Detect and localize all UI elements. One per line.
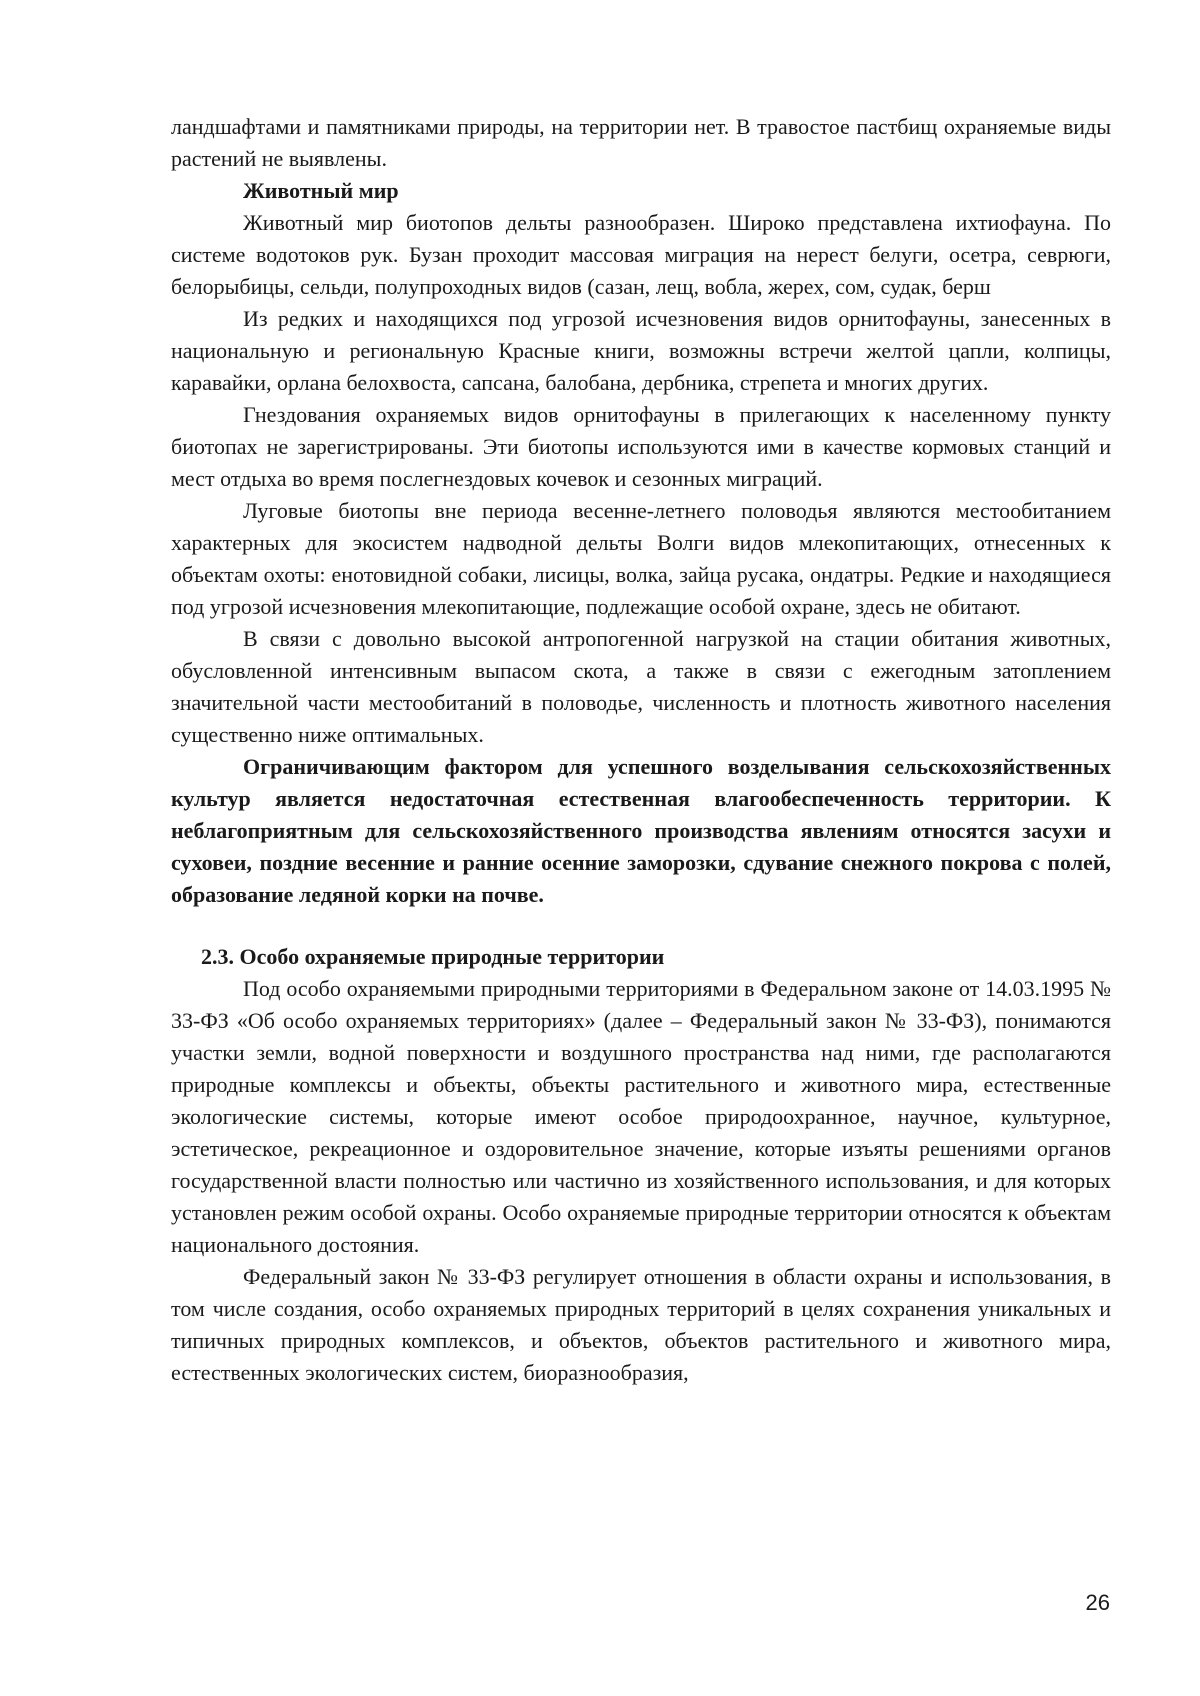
paragraph-limiting-factor: Ограничивающим фактором для успешного возделывания сельскохозяйственных культур является недостаточная естественная влагообеспеченность территории. К неблагоприятным для сельскохозяйственного производства явлениям относятся засухи и суховеи, поздние весенние и ранние осенние заморозки, сдувание снежного покрова с полей, образование ледяной корки на почве. bbox=[171, 754, 1111, 907]
paragraph-fauna-4: Луговые биотопы вне периода весенне-летнего половодья являются местообитанием характерных для экосистем надводной дельты Волги видов млекопитающих, отнесенных к объектам охоты: енотовидной собаки, лисицы, волка, зайца русака, ондатры. Редкие и находящиеся под угрозой исчезновения млекопитающие, подлежащие особой охране, здесь не обитают. bbox=[171, 498, 1111, 619]
paragraph-fauna-5: В связи с довольно высокой антропогенной нагрузкой на стации обитания животных, обусловленной интенсивным выпасом скота, а также в связи с ежегодным затоплением значительной части местообитаний в половодье, численность и плотность животного населения существенно ниже оптимальных. bbox=[171, 626, 1111, 747]
paragraph-intro: ландшафтами и памятниками природы, на территории нет. В травостое пастбищ охраняемые виды растений не выявлены. bbox=[171, 114, 1111, 171]
paragraph-fauna-1: Животный мир биотопов дельты разнообразен. Широко представлена ихтиофауна. По системе водотоков рук. Бузан проходит массовая миграция на нерест белуги, осетра, севрюги, белорыбицы, сельди, полупроходных видов (сазан, лещ, вобла, жерех, сом, судак, берш bbox=[171, 210, 1111, 299]
page-content bbox=[171, 111, 1111, 1389]
paragraph-protected-areas-1: Под особо охраняемыми природными территориями в Федеральном законе от 14.03.1995 № 33-ФЗ «Об особо охраняемых территориях» (далее – Федеральный закон № 33-ФЗ), понимаются участки земли, водной поверхности и воздушного пространства над ними, где располагаются природные комплексы и объекты, объекты растительного и животного мира, естественные экологические системы, которые имеют особое природоохранное, научное, культурное, эстетическое, рекреационное и оздоровительное значение, которые изъяты решениями органов государственной власти полностью или частично из хозяйственного использования, и для которых установлен режим особой охраны. Особо охраняемые природные территории относятся к объектам национального достояния. bbox=[171, 976, 1111, 1257]
section-heading-protected-areas: 2.3. Особо охраняемые природные территории bbox=[201, 944, 665, 969]
paragraph-fauna-2: Из редких и находящихся под угрозой исчезновения видов орнитофауны, занесенных в национальную и региональную Красные книги, возможны встречи желтой цапли, колпицы, каравайки, орлана белохвоста, сапсана, балобана, дербника, стрепета и многих других. bbox=[171, 306, 1111, 395]
heading-fauna: Животный мир bbox=[243, 178, 399, 203]
paragraph-protected-areas-2: Федеральный закон № 33-ФЗ регулирует отношения в области охраны и использования, в том числе создания, особо охраняемых природных территорий в целях сохранения уникальных и типичных природных комплексов, и объектов, объектов растительного и животного мира, естественных экологических систем, биоразнообразия, bbox=[171, 1264, 1111, 1385]
page-number: 26 bbox=[1085, 1590, 1110, 1615]
paragraph-fauna-3: Гнездования охраняемых видов орнитофауны в прилегающих к населенному пункту биотопах не зарегистрированы. Эти биотопы используются ими в качестве кормовых станций и мест отдыха во время послегнездовых кочевок и сезонных миграций. bbox=[171, 402, 1111, 491]
